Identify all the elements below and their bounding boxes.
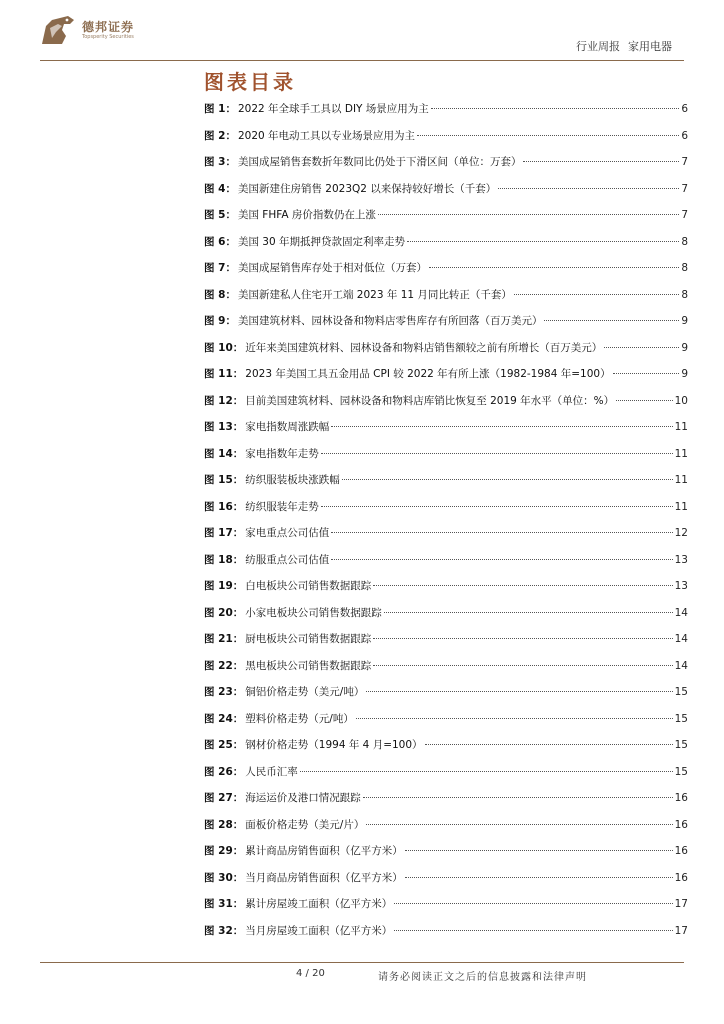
toc-entry-label: 图 16： <box>204 500 244 513</box>
toc-entry-page: 15 <box>674 686 688 698</box>
toc-entry-label: 图 14： <box>204 447 244 460</box>
toc-entry-title: 当月房屋竣工面积（亿平方米） <box>245 924 393 937</box>
toc-entry[interactable] <box>204 923 688 950</box>
dot-leader <box>544 320 679 321</box>
toc-entry-label: 图 22： <box>204 659 244 672</box>
report-type: 行业周报 <box>576 40 620 53</box>
toc-entry-title: 美国新建私人住宅开工端 2023 年 11 月同比转正（千套） <box>237 288 512 301</box>
toc-entry-label: 图 6： <box>204 235 236 248</box>
dot-leader <box>616 400 672 401</box>
toc-entry-label: 图 26： <box>204 765 244 778</box>
toc-entry[interactable] <box>204 870 688 897</box>
toc-entry-page: 15 <box>674 712 688 725</box>
dot-leader <box>431 108 680 109</box>
dot-leader <box>373 665 672 666</box>
dot-leader <box>366 824 672 825</box>
toc-entry-label: 图 23： <box>204 686 244 698</box>
dot-leader <box>405 877 673 878</box>
toc-entry-page: 11 <box>674 500 688 513</box>
toc-entry-label: 图 18： <box>204 553 244 566</box>
toc-entry-page: 10 <box>674 394 688 407</box>
dot-leader <box>394 903 672 904</box>
toc-entry-label: 图 27： <box>204 792 244 804</box>
toc-entry-label: 图 7： <box>204 262 236 274</box>
toc-entry[interactable] <box>204 658 688 685</box>
toc-entry-title: 黑电板块公司销售数据跟踪 <box>245 659 372 672</box>
toc-entry-page: 16 <box>674 818 688 831</box>
toc-entry-page: 11 <box>674 421 688 433</box>
toc-entry-title: 2022 年全球手工具以 DIY 场景应用为主 <box>237 103 429 115</box>
toc-entry-label: 图 12： <box>204 394 244 407</box>
toc-entry-label: 图 10： <box>204 341 244 354</box>
brand-name-en: Topsperity Securities <box>82 33 134 40</box>
toc-entry-page: 7 <box>681 209 688 221</box>
brand-logo <box>40 14 134 46</box>
toc-entry[interactable] <box>204 419 688 446</box>
toc-entry-page: 17 <box>674 924 688 937</box>
toc-entry[interactable] <box>204 790 688 817</box>
toc-entry[interactable] <box>204 605 688 632</box>
toc-entry[interactable] <box>204 499 688 526</box>
dot-leader <box>405 850 673 851</box>
dot-leader <box>384 612 673 613</box>
toc-entry-title: 纺织服装板块涨跌幅 <box>245 474 340 486</box>
toc-entry-page: 15 <box>674 739 688 751</box>
dot-leader <box>407 241 679 242</box>
report-sector: 家用电器 <box>628 40 672 53</box>
toc-entry-title: 目前美国建筑材料、园林设备和物料店库销比恢复至 2019 年水平（单位：%） <box>245 394 615 407</box>
toc-entry-label: 图 4： <box>204 182 236 195</box>
toc-entry-page: 16 <box>674 845 688 857</box>
toc-entry-label: 图 20： <box>204 606 244 619</box>
toc-entry[interactable] <box>204 181 688 208</box>
toc-entry-label: 图 13： <box>204 421 244 433</box>
dot-leader <box>373 585 672 586</box>
toc-entry-title: 美国 FHFA 房价指数仍在上涨 <box>237 209 376 221</box>
toc-entry-page: 14 <box>674 659 688 672</box>
toc-entry-label: 图 8： <box>204 288 236 301</box>
toc-entry-title: 小家电板块公司销售数据跟踪 <box>245 606 382 619</box>
toc-entry[interactable] <box>204 340 688 367</box>
toc-entry-page: 9 <box>681 315 688 327</box>
header-divider <box>40 60 684 61</box>
toc-entry-title: 当月商品房销售面积（亿平方米） <box>245 871 403 884</box>
toc-entry[interactable] <box>204 525 688 552</box>
toc-entry[interactable] <box>204 154 688 181</box>
toc-entry-label: 图 3： <box>204 156 236 168</box>
disclaimer-note: 请务必阅读正文之后的信息披露和法律声明 <box>378 972 587 983</box>
toc-entry-label: 图 30： <box>204 871 244 884</box>
toc-entry-page: 16 <box>674 792 688 804</box>
toc-entry-title: 厨电板块公司销售数据跟踪 <box>245 633 372 645</box>
toc-entry[interactable] <box>204 393 688 420</box>
toc-entry-page: 8 <box>681 262 688 274</box>
dot-leader <box>604 347 679 348</box>
toc-entry[interactable] <box>204 366 688 393</box>
toc-entry[interactable] <box>204 843 688 870</box>
toc-entry-label: 图 1： <box>204 103 236 115</box>
toc-entry-title: 美国成屋销售库存处于相对低位（万套） <box>237 262 427 274</box>
toc-entry[interactable] <box>204 472 688 499</box>
toc-entry-label: 图 21： <box>204 633 244 645</box>
toc-entry[interactable] <box>204 631 688 658</box>
dot-leader <box>331 426 672 427</box>
page-number: 4 / 20 <box>296 968 325 979</box>
dot-leader <box>425 744 673 745</box>
toc-entry-title: 面板价格走势（美元/片） <box>245 818 365 831</box>
toc-entry-title: 美国成屋销售套数折年数同比仍处于下滑区间（单位：万套） <box>237 156 522 168</box>
dot-leader <box>363 797 673 798</box>
toc-entry[interactable] <box>204 896 688 923</box>
dot-leader <box>378 214 679 215</box>
logo-icon <box>40 14 76 46</box>
toc-entry[interactable] <box>204 260 688 287</box>
toc-entry-page: 13 <box>674 580 688 592</box>
dot-leader <box>429 267 679 268</box>
toc-entry-label: 图 9： <box>204 315 236 327</box>
toc-entry-title: 2023 年美国工具五金用品 CPI 较 2022 年有所上涨（1982-1984 年=100） <box>245 368 611 380</box>
toc-entry-title: 累计商品房销售面积（亿平方米） <box>245 845 403 857</box>
toc-entry-title: 纺服重点公司估值 <box>245 553 330 566</box>
dot-leader <box>523 161 679 162</box>
toc-entry-page: 9 <box>681 341 688 354</box>
toc-entry-title: 白电板块公司销售数据跟踪 <box>245 580 372 592</box>
toc-entry[interactable] <box>204 207 688 234</box>
dot-leader <box>300 771 673 772</box>
toc-entry-page: 7 <box>681 156 688 168</box>
dot-leader <box>331 559 672 560</box>
report-category <box>576 38 672 54</box>
toc-entry-page: 14 <box>674 633 688 645</box>
toc-entry-title: 钢材价格走势（1994 年 4 月=100） <box>245 739 423 751</box>
footer-divider <box>40 962 684 963</box>
toc-entry-page: 16 <box>674 871 688 884</box>
toc-entry-page: 8 <box>681 288 688 301</box>
toc-entry[interactable] <box>204 711 688 738</box>
toc-entry[interactable] <box>204 234 688 261</box>
toc-entry-label: 图 28： <box>204 818 244 831</box>
toc-entry-title: 美国建筑材料、园林设备和物料店零售库存有所回落（百万美元） <box>237 315 543 327</box>
toc-entry-label: 图 25： <box>204 739 244 751</box>
toc-entry[interactable] <box>204 128 688 155</box>
brand-name: 德邦证券 <box>82 19 135 34</box>
toc-entry-label: 图 15： <box>204 474 244 486</box>
toc-entry[interactable] <box>204 764 688 791</box>
dot-leader <box>394 930 672 931</box>
toc-entry-title: 海运运价及港口情况跟踪 <box>245 792 361 804</box>
toc-entry-label: 图 11： <box>204 368 244 380</box>
toc-entry[interactable] <box>204 446 688 473</box>
toc-entry-page: 14 <box>674 606 688 619</box>
toc-entry-title: 家电指数周涨跌幅 <box>245 421 330 433</box>
toc-entry-title: 铜铝价格走势（美元/吨） <box>245 686 365 698</box>
toc-entry-page: 15 <box>674 765 688 778</box>
toc-entry-title: 美国 30 年期抵押贷款固定利率走势 <box>237 235 406 248</box>
toc-entry-label: 图 17： <box>204 527 244 539</box>
toc-entry-page: 6 <box>681 103 688 115</box>
toc-entry-label: 图 24： <box>204 712 244 725</box>
toc-entry[interactable] <box>204 313 688 340</box>
dot-leader <box>498 188 679 189</box>
toc-entry[interactable] <box>204 817 688 844</box>
toc-entry[interactable] <box>204 684 688 711</box>
toc-entry-page: 9 <box>681 368 688 380</box>
toc-entry-page: 8 <box>681 235 688 248</box>
toc-entry-label: 图 31： <box>204 898 244 910</box>
toc-entry-label: 图 32： <box>204 924 244 937</box>
toc-entry-page: 17 <box>674 898 688 910</box>
toc-entry-page: 12 <box>674 527 688 539</box>
toc-entry-title: 2020 年电动工具以专业场景应用为主 <box>237 129 416 142</box>
page-title: 图表目录 <box>204 70 296 94</box>
dot-leader <box>356 718 673 719</box>
toc-entry-title: 近年来美国建筑材料、园林设备和物料店销售额较之前有所增长（百万美元） <box>245 341 603 354</box>
toc-entry[interactable] <box>204 287 688 314</box>
toc-entry-page: 11 <box>674 447 688 460</box>
dot-leader <box>321 453 673 454</box>
dot-leader <box>373 638 672 639</box>
toc-entry-label: 图 2： <box>204 129 236 142</box>
dot-leader <box>417 135 679 136</box>
dot-leader <box>321 506 673 507</box>
dot-leader <box>342 479 673 480</box>
toc-entry-title: 家电指数年走势 <box>245 447 319 460</box>
toc-entry-title: 累计房屋竣工面积（亿平方米） <box>245 898 393 910</box>
toc-entry[interactable] <box>204 737 688 764</box>
toc-entry-title: 家电重点公司估值 <box>245 527 330 539</box>
toc-entry-page: 13 <box>674 553 688 566</box>
toc-entry[interactable] <box>204 578 688 605</box>
toc-entry-label: 图 5： <box>204 209 236 221</box>
toc-entry-label: 图 29： <box>204 845 244 857</box>
toc-entry-title: 人民币汇率 <box>245 765 298 778</box>
dot-leader <box>331 532 672 533</box>
toc-entry-page: 6 <box>681 129 688 142</box>
dot-leader <box>613 373 680 374</box>
figure-toc-list <box>204 101 688 949</box>
toc-entry-page: 7 <box>681 182 688 195</box>
toc-entry-label: 图 19： <box>204 580 244 592</box>
dot-leader <box>366 691 672 692</box>
toc-entry-title: 塑料价格走势（元/吨） <box>245 712 354 725</box>
toc-entry-page: 11 <box>674 474 688 486</box>
toc-entry-title: 美国新建住房销售 2023Q2 以来保持较好增长（千套） <box>237 182 497 195</box>
dot-leader <box>514 294 679 295</box>
toc-entry-title: 纺织服装年走势 <box>245 500 319 513</box>
page-header <box>40 14 686 62</box>
toc-entry[interactable] <box>204 552 688 579</box>
toc-entry[interactable] <box>204 101 688 128</box>
